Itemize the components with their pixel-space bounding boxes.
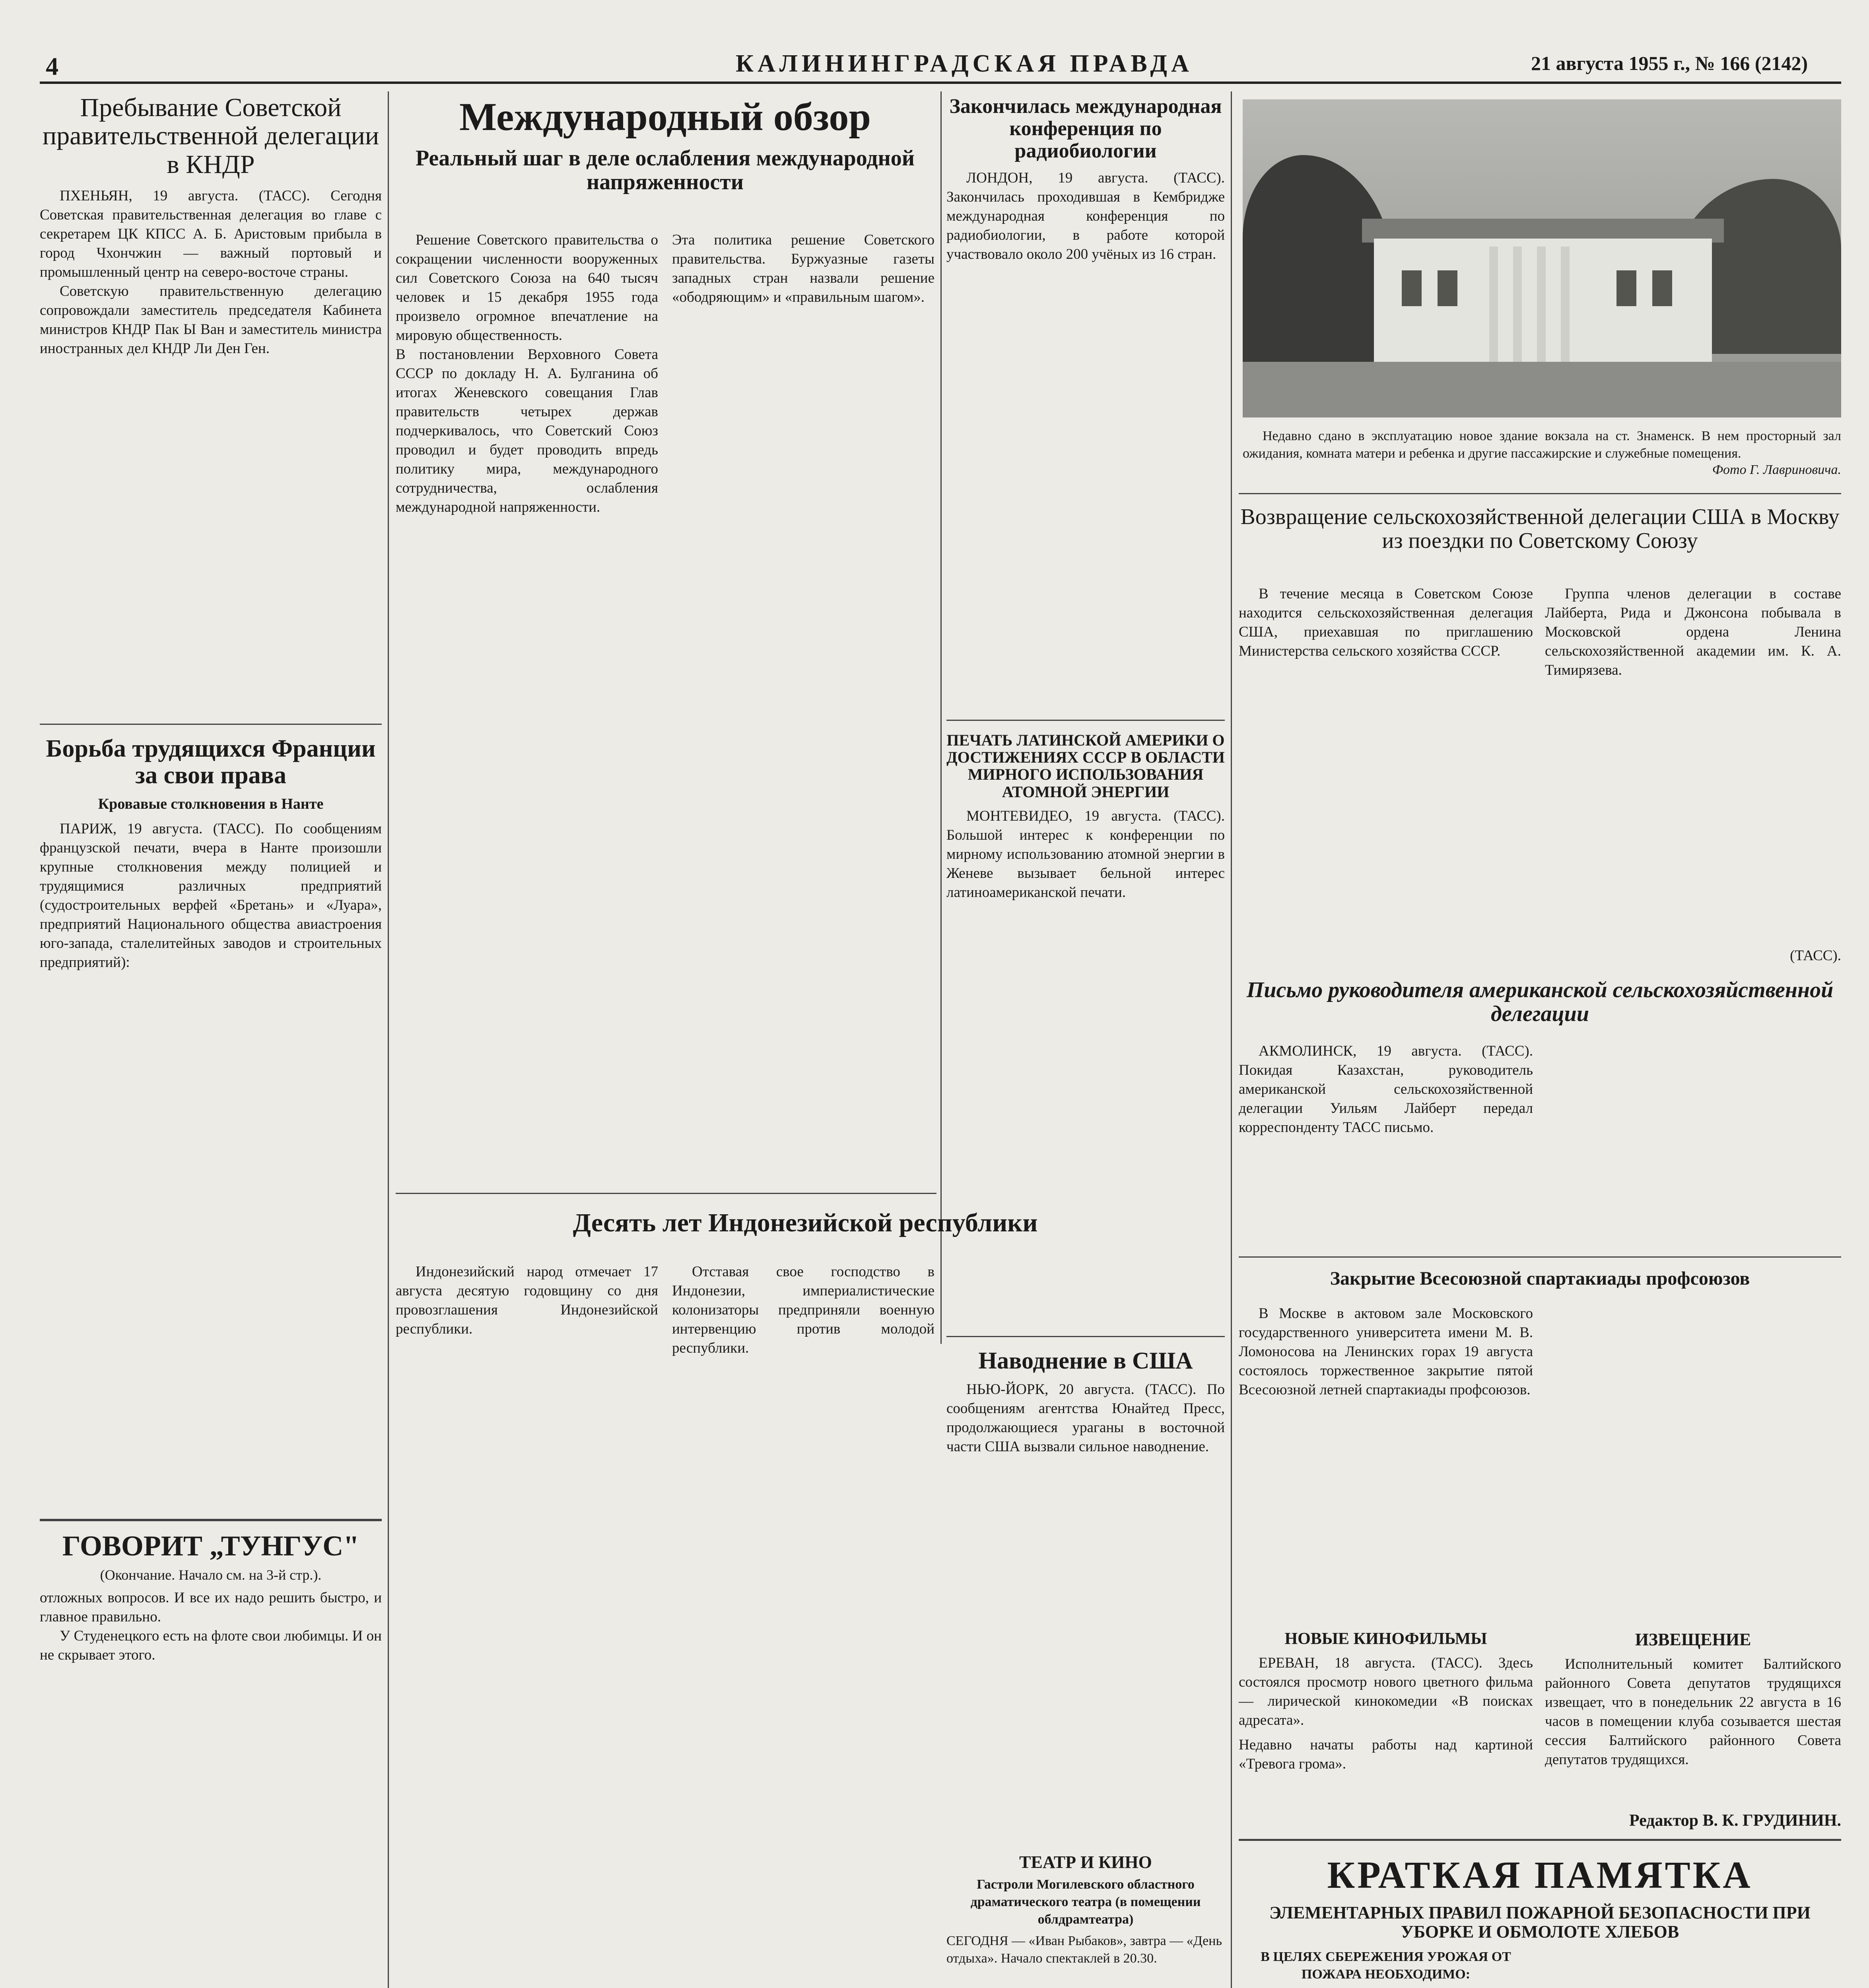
films-caption: Недавно начаты работы над картиной «Тревога грома». xyxy=(1239,1737,1533,1773)
france-article xyxy=(40,736,382,972)
masthead-rule xyxy=(40,82,1841,84)
pamyatka-combines xyxy=(1239,1986,1533,1988)
usa-delegation-text: В течение месяца в Советском Союзе находится сельскохозяйственная делегация США, приехавшая по приглашению Министерства сельского хозяйства СССР. xyxy=(1239,586,1533,659)
flood-text: НЬЮ-ЙОРК, 20 августа. (ТАСС). По сообщениям агентства Юнайтед Пресс, продолжающиеся ураганы в восточной части США вызвали сильное наводнение. xyxy=(946,1381,1225,1455)
flood-headline: Наводнение в США xyxy=(978,1347,1193,1374)
photo-credit: Фото Г. Лавриновича. xyxy=(1712,462,1841,477)
divider xyxy=(946,1336,1225,1337)
korea-headline: Пребывание Советской правительственной делегации в КНДР xyxy=(42,93,379,179)
divider xyxy=(396,1193,936,1194)
usa-delegation-article xyxy=(1239,505,1841,553)
latin-text: МОНТЕВИДЕО, 19 августа. (ТАСС). Большой интерес к конференции по мирному использованию атомной энергии в Женеве вызывает бельной интерес латиноамериканской печати. xyxy=(946,808,1225,901)
review-col-1 xyxy=(396,231,658,517)
tungus-text-2: У Студенецкого есть на флоте свои любимцы. И он не скрывает этого. xyxy=(40,1627,382,1663)
france-subheadline: Кровавые столкновения в Нанте xyxy=(98,795,324,812)
page-number: 4 xyxy=(46,52,58,80)
indonesia-article xyxy=(396,1209,1215,1237)
divider xyxy=(946,720,1225,721)
sport-article xyxy=(1239,1268,1841,1289)
usa-delegation-headline: Возвращение сельскохозяйственной делегации США в Москву из поездки по Советскому Союзу xyxy=(1240,505,1840,553)
divider xyxy=(1239,1839,1841,1841)
france-text: ПАРИЖ, 19 августа. (ТАСС). По сообщениям французской печати, вчера в Нанте произошли крупные столкновения между полицией и трудящимися различных предприятий (судостроительных верфей «Бретань» и «Луара», предприятий Национального общества авиастроения юго-запада, сталелитейных заводов и строительных предприятий): xyxy=(40,820,382,971)
indonesia-col-1: Индонезийский народ отмечает 17 августа десятую годовщину со дня провозглашения Индонезийской республики. xyxy=(396,1264,658,1337)
pamyatka-col-2 xyxy=(1545,1948,1841,1988)
usa-delegation-text-2: Группа членов делегации в составе Лайберта, Рида и Джонсона побывала в Московской ордена Ленина сельскохозяйственной академии им. К. А. Тимирязева. xyxy=(1545,586,1841,678)
station-photo xyxy=(1243,99,1841,417)
usa-delegation-sign: (ТАСС). xyxy=(1790,947,1841,964)
flood-article xyxy=(946,1348,1225,1456)
sport-headline: Закрытие Всесоюзной спартакиады профсоюзов xyxy=(1330,1268,1750,1289)
indonesia-col-2: Отставая свое господство в Индонезии, империалистические колонизаторы предприняли военную интервенцию против молодой республики. xyxy=(672,1264,934,1356)
indonesia-headline: Десять лет Индонезийской республики xyxy=(573,1208,1038,1237)
letter-headline: Письмо руководителя американской сельскохозяйственной делегации xyxy=(1246,978,1834,1027)
divider xyxy=(40,1519,382,1521)
pamyatka-subheadline: ЭЛЕМЕНТАРНЫХ ПРАВИЛ ПОЖАРНОЙ БЕЗОПАСНОСТИ ПРИ УБОРКЕ И ОБМОЛОТЕ ХЛЕБОВ xyxy=(1269,1903,1811,1941)
divider xyxy=(1239,493,1841,494)
notice-headline: ИЗВЕЩЕНИЕ xyxy=(1635,1630,1751,1649)
theatre-section xyxy=(946,1853,1225,1967)
column-1 xyxy=(40,93,382,358)
theatre-text: СЕГОДНЯ — «Иван Рыбаков», завтра — «День отдыха». Начало спектаклей в 20.30. xyxy=(946,1933,1222,1966)
photo-caption: Недавно сдано в эксплуатацию новое здание вокзала на ст. Знаменск. В нем просторный зал ожидания, комната матери и ребенка и другие пассажирские и служебные помещения. xyxy=(1243,429,1841,461)
divider xyxy=(1239,1256,1841,1258)
films-article xyxy=(1239,1630,1533,1774)
pamyatka-intro: В ЦЕЛЯХ СБЕРЕЖЕНИЯ УРОЖАЯ ОТ ПОЖАРА НЕОБХОДИМО: xyxy=(1261,1949,1511,1982)
newspaper-title: КАЛИНИНГРАДСКАЯ ПРАВДА xyxy=(736,50,1193,77)
korea-text-2: Советскую правительственную делегацию сопровождали заместитель председателя Кабинета министров КНДР Пак Ы Ван и заместитель министра иностранных дел КНДР Ли Ден Ген. xyxy=(40,283,382,357)
tungus-article xyxy=(40,1531,382,1665)
editor-line: Редактор В. К. ГРУДИНИН. xyxy=(1629,1811,1841,1830)
notice xyxy=(1545,1630,1841,1769)
column-rule xyxy=(1231,91,1232,1988)
review-subheadline: Реальный шаг в деле ослабления международной напряженности xyxy=(415,146,915,195)
divider xyxy=(40,724,382,725)
letter-article xyxy=(1239,978,1841,1026)
pamyatka-col-1 xyxy=(1239,1948,1533,1988)
tungus-headline: ГОВОРИТ „ТУНГУС" xyxy=(62,1530,359,1562)
latin-headline: ПЕЧАТЬ ЛАТИНСКОЙ АМЕРИКИ О ДОСТИЖЕНИЯХ СССР В ОБЛАСТИ МИРНОГО ИСПОЛЬЗОВАНИЯ АТОМНОЙ ЭНЕРГИИ xyxy=(946,731,1225,801)
column-rule xyxy=(388,91,389,1988)
column-4 xyxy=(946,95,1225,264)
films-text: ЕРЕВАН, 18 августа. (ТАСС). Здесь состоялся просмотр нового цветного фильма — лирической кинокомедии «В поисках адресата». xyxy=(1239,1655,1533,1729)
theatre-subtitle: Гастроли Могилевского областного драматического театра (в помещении облдрамтеатра) xyxy=(970,1877,1201,1927)
latin-article xyxy=(946,732,1225,902)
issue-date: 21 августа 1955 г., № 166 (2142) xyxy=(1531,52,1808,74)
masthead xyxy=(0,0,1869,95)
review-article xyxy=(396,95,934,194)
korea-text: ПХЕНЬЯН, 19 августа. (ТАСС). Сегодня Советская правительственная делегация во главе с секретарем ЦК КПСС А. Б. Аристовым прибыла в город Чхончжин — важный портовый и промышленный центр на северо-восточе страны. xyxy=(40,187,382,280)
tungus-subheadline: (Окончание. Начало см. на 3-й стр.). xyxy=(100,1567,322,1583)
films-headline: НОВЫЕ КИНОФИЛЬМЫ xyxy=(1284,1630,1487,1648)
column-rule xyxy=(940,91,942,1344)
pamyatka xyxy=(1239,1853,1841,1941)
tungus-text: отложных вопросов. И все их надо решить быстро, и главное правильно. xyxy=(40,1589,382,1625)
pamyatka-headline: КРАТКАЯ ПАМЯТКА xyxy=(1327,1854,1753,1896)
review-headline: Международный обзор xyxy=(459,95,871,139)
radiobiology-headline: Закончилась международная конференция по радиобиологии xyxy=(949,95,1222,163)
notice-text: Исполнительный комитет Балтийского районного Совета депутатов трудящихся извещает, что в понедельник 22 августа в 16 часов в помещении клуба созывается шестая сессия Балтийского районного Совета депутатов трудящихся. xyxy=(1545,1656,1841,1768)
sport-text: В Москве в актовом зале Московского государственного университета имени М. В. Ломоносова на Ленинских горах 19 августа состоялось торжественное закрытие пятой Всесоюзной летней спартакиады профсоюзов. xyxy=(1239,1305,1533,1398)
review-col-2: Эта политика решение Советского правительства. Буржуазные газеты западных стран назвали решение «ободряющим» и «правильным шагом». xyxy=(672,232,934,305)
france-headline: Борьба трудящихся Франции за свои права xyxy=(46,735,376,789)
review-p2: В постановлении Верховного Совета СССР по докладу Н. А. Булганина об итогах Женевского совещания Глав правительств четырех держав подчеркивалось, что Советский Союз проводил и будет проводить впредь политику мира, международного сотрудничества, ослабления международной напряженности. xyxy=(396,346,658,515)
letter-text: АКМОЛИНСК, 19 августа. (ТАСС). Покидая Казахстан, руководитель американской сельскохозяйственной делегации Уильям Лайберт передал корреспонденту ТАСС письмо. xyxy=(1239,1043,1533,1136)
review-p1: Решение Советского правительства о сокращении численности вооруженных сил Советского Союза на 640 тысяч человек и 15 декабря 1955 года произвело огромное впечатление на мировую общественность. xyxy=(396,232,658,344)
theatre-headline: ТЕАТР И КИНО xyxy=(1019,1852,1152,1872)
radiobiology-text: ЛОНДОН, 19 августа. (ТАСС). Закончилась проходившая в Кембридже международная конференция по радиобиологии, в работе которой участвовало около 200 учёных из 16 стран. xyxy=(946,170,1225,263)
